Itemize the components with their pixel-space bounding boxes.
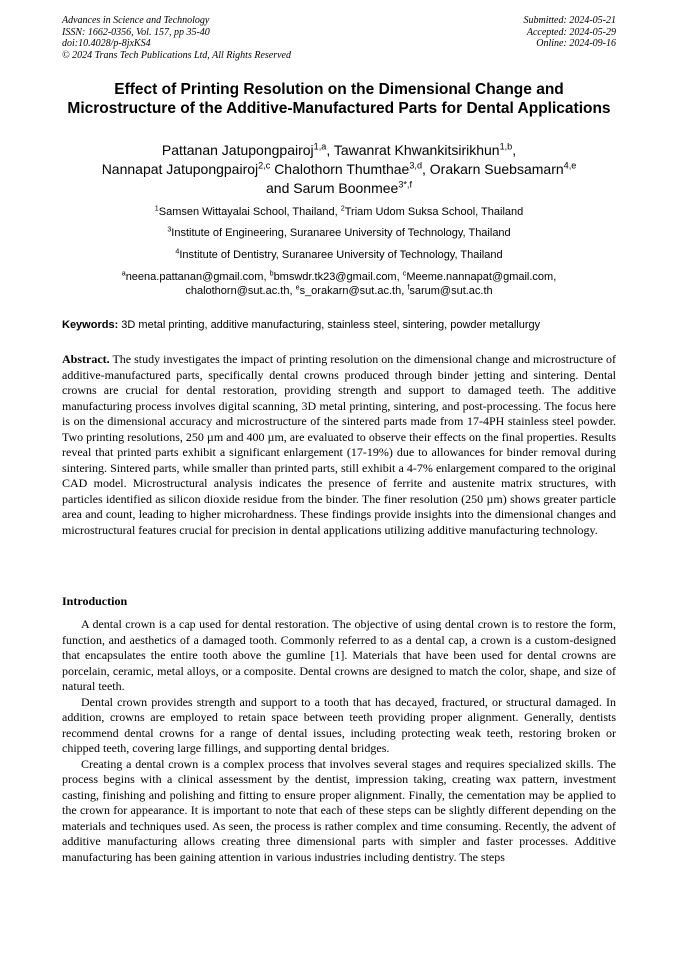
keywords-label: Keywords:: [62, 319, 119, 331]
paper-title: Effect of Printing Resolution on the Dimensional Change and Microstructure of the Additive-Manufactured Parts for Dental Applications: [67, 81, 611, 117]
doi-line: doi:10.4028/p-8jxKS4: [62, 38, 151, 49]
journal-name: Advances in Science and Technology: [62, 15, 210, 26]
abstract: [62, 352, 616, 538]
accepted-date: Accepted: 2024-05-29: [526, 26, 616, 38]
email[interactable]: $^b$bmswdr.tk23@gmail.com,: [269, 269, 403, 283]
abstract-text: The study investigates the impact of printing resolution on the dimensional change and microstructure of additive-manufactured parts, specifically dental crowns produced through binder jetting and sintering. Dental crowns are crucial for dental restoration, providing strength and support to damaged teeth. The additive manufacturing process involves digital scanning, 3D metal printing, sintering, and post-processing. The focus here is on the dimensional accuracy and microstructure of the sintered parts made from 17-4PH stainless steel powder. Two printing resolutions, 250 µm and 400 µm, are evaluated to observe their effects on the final properties. Results reveal that printed parts exhibit a significant enlargement (17-19%) due to allowances for binder removal during sintering. Sintered parts, while smaller than printed parts, still exhibit a 4-7% enlargement compared to the original CAD model. Microstructural analysis indicates the presence of ferrite and austenite matrix structures, with particles identified as silicon dioxide residue from the binder. The finer resolution (250 µm) shows greater particle area and count, leading to higher microhardness. These findings provide insights into the dimensional changes and microstructural features crucial for precision in dental applications utilizing additive manufacturing technology.: [62, 352, 616, 537]
email[interactable]: $^e$s_orakarn@sut.ac.th,: [295, 283, 408, 297]
affiliation-line: $^4$Institute of Dentistry, Suranaree University of Technology, Thailand: [175, 247, 503, 261]
keywords: [62, 318, 616, 332]
email[interactable]: chalothorn@sut.ac.th,: [185, 285, 296, 297]
author-emails: [62, 270, 616, 298]
paragraph: Creating a dental crown is a complex process that involves several stages and requires specialized skills. The process begins with a clinical assessment by the dentist, impression taking, creating wax pattern, investment casting, finishing and polishing and fitting to ensure proper alignment. Finally, the cementation may be applied to the crown for appearance. It is important to note that each of these steps can be slightly different depending on the materials and techniques used. As seen, the process is rather complex and time consuming. Recently, the advent of additive manufacturing allows creating three dimensional parts with simpler and faster processes. Additive manufacturing has been gaining attention in various industries including dentistry. The steps: [62, 756, 616, 864]
affiliation-line: $^1$Samsen Wittayalai School, Thailand, $^2$Triam Udom Suksa School, Thailand: [154, 204, 524, 218]
author: Orakarn Suebsamarn$^{4,e}$: [429, 160, 577, 177]
email[interactable]: $^c$Meeme.nannapat@gmail.com,: [402, 269, 557, 283]
online-date: Online: 2024-09-16: [536, 38, 616, 49]
introduction-body: [62, 617, 616, 865]
journal-info: [62, 15, 291, 61]
section-heading: Introduction: [62, 594, 128, 608]
paragraph: Dental crown provides strength and support to a tooth that has decayed, fractured, or structural damaged. In addition, crowns are employed to retain space between teeth providing proper alignment. Generally, dentists recommend dental crowns for a range of dental issues, including protecting weak teeth, restoring broken or chipped teeth, covering large fillings, and supporting dental bridges.: [62, 694, 616, 755]
author-list: [62, 141, 616, 198]
author: and Sarum Boonmee$^{3*,f}$: [266, 179, 412, 196]
publication-dates: [524, 15, 617, 50]
author: Tawanrat Khwankitsirikhun$^{1,b}$,: [333, 141, 517, 158]
issn-line: ISSN: 1662-0356, Vol. 157, pp 35-40: [62, 26, 210, 38]
submitted-date: Submitted: 2024-05-21: [523, 15, 616, 26]
keywords-text: 3D metal printing, additive manufacturing, stainless steel, sintering, powder metallurgy: [118, 319, 541, 331]
paragraph: A dental crown is a cap used for dental restoration. The objective of using dental crown is to restore the form, function, and aesthetics of a damaged tooth. Commonly referred to as a dental cap, a crown is a custom-designed that encapsulates the entire tooth above the gumline [1]. Materials that have been used for dental crowns are porcelain, ceramic, metal alloys, or a composite. Dental crowns are designed to match the color, shape, and size of natural teeth.: [62, 617, 616, 693]
copyright-line: © 2024 Trans Tech Publications Ltd, All Rights Reserved: [62, 49, 291, 61]
author: Nannapat Jatupongpairoj$^{2,c}$: [101, 160, 271, 177]
author: Pattanan Jatupongpairoj$^{1,a}$,: [161, 141, 334, 158]
email[interactable]: $^a$neena.pattanan@gmail.com,: [121, 269, 270, 283]
abstract-label: Abstract.: [62, 352, 110, 366]
author: Chalothorn Thumthae$^{3,d}$,: [274, 160, 430, 177]
email[interactable]: $^f$sarum@sut.ac.th: [407, 283, 493, 297]
affiliation-line: $^3$Institute of Engineering, Suranaree University of Technology, Thailand: [167, 225, 511, 239]
